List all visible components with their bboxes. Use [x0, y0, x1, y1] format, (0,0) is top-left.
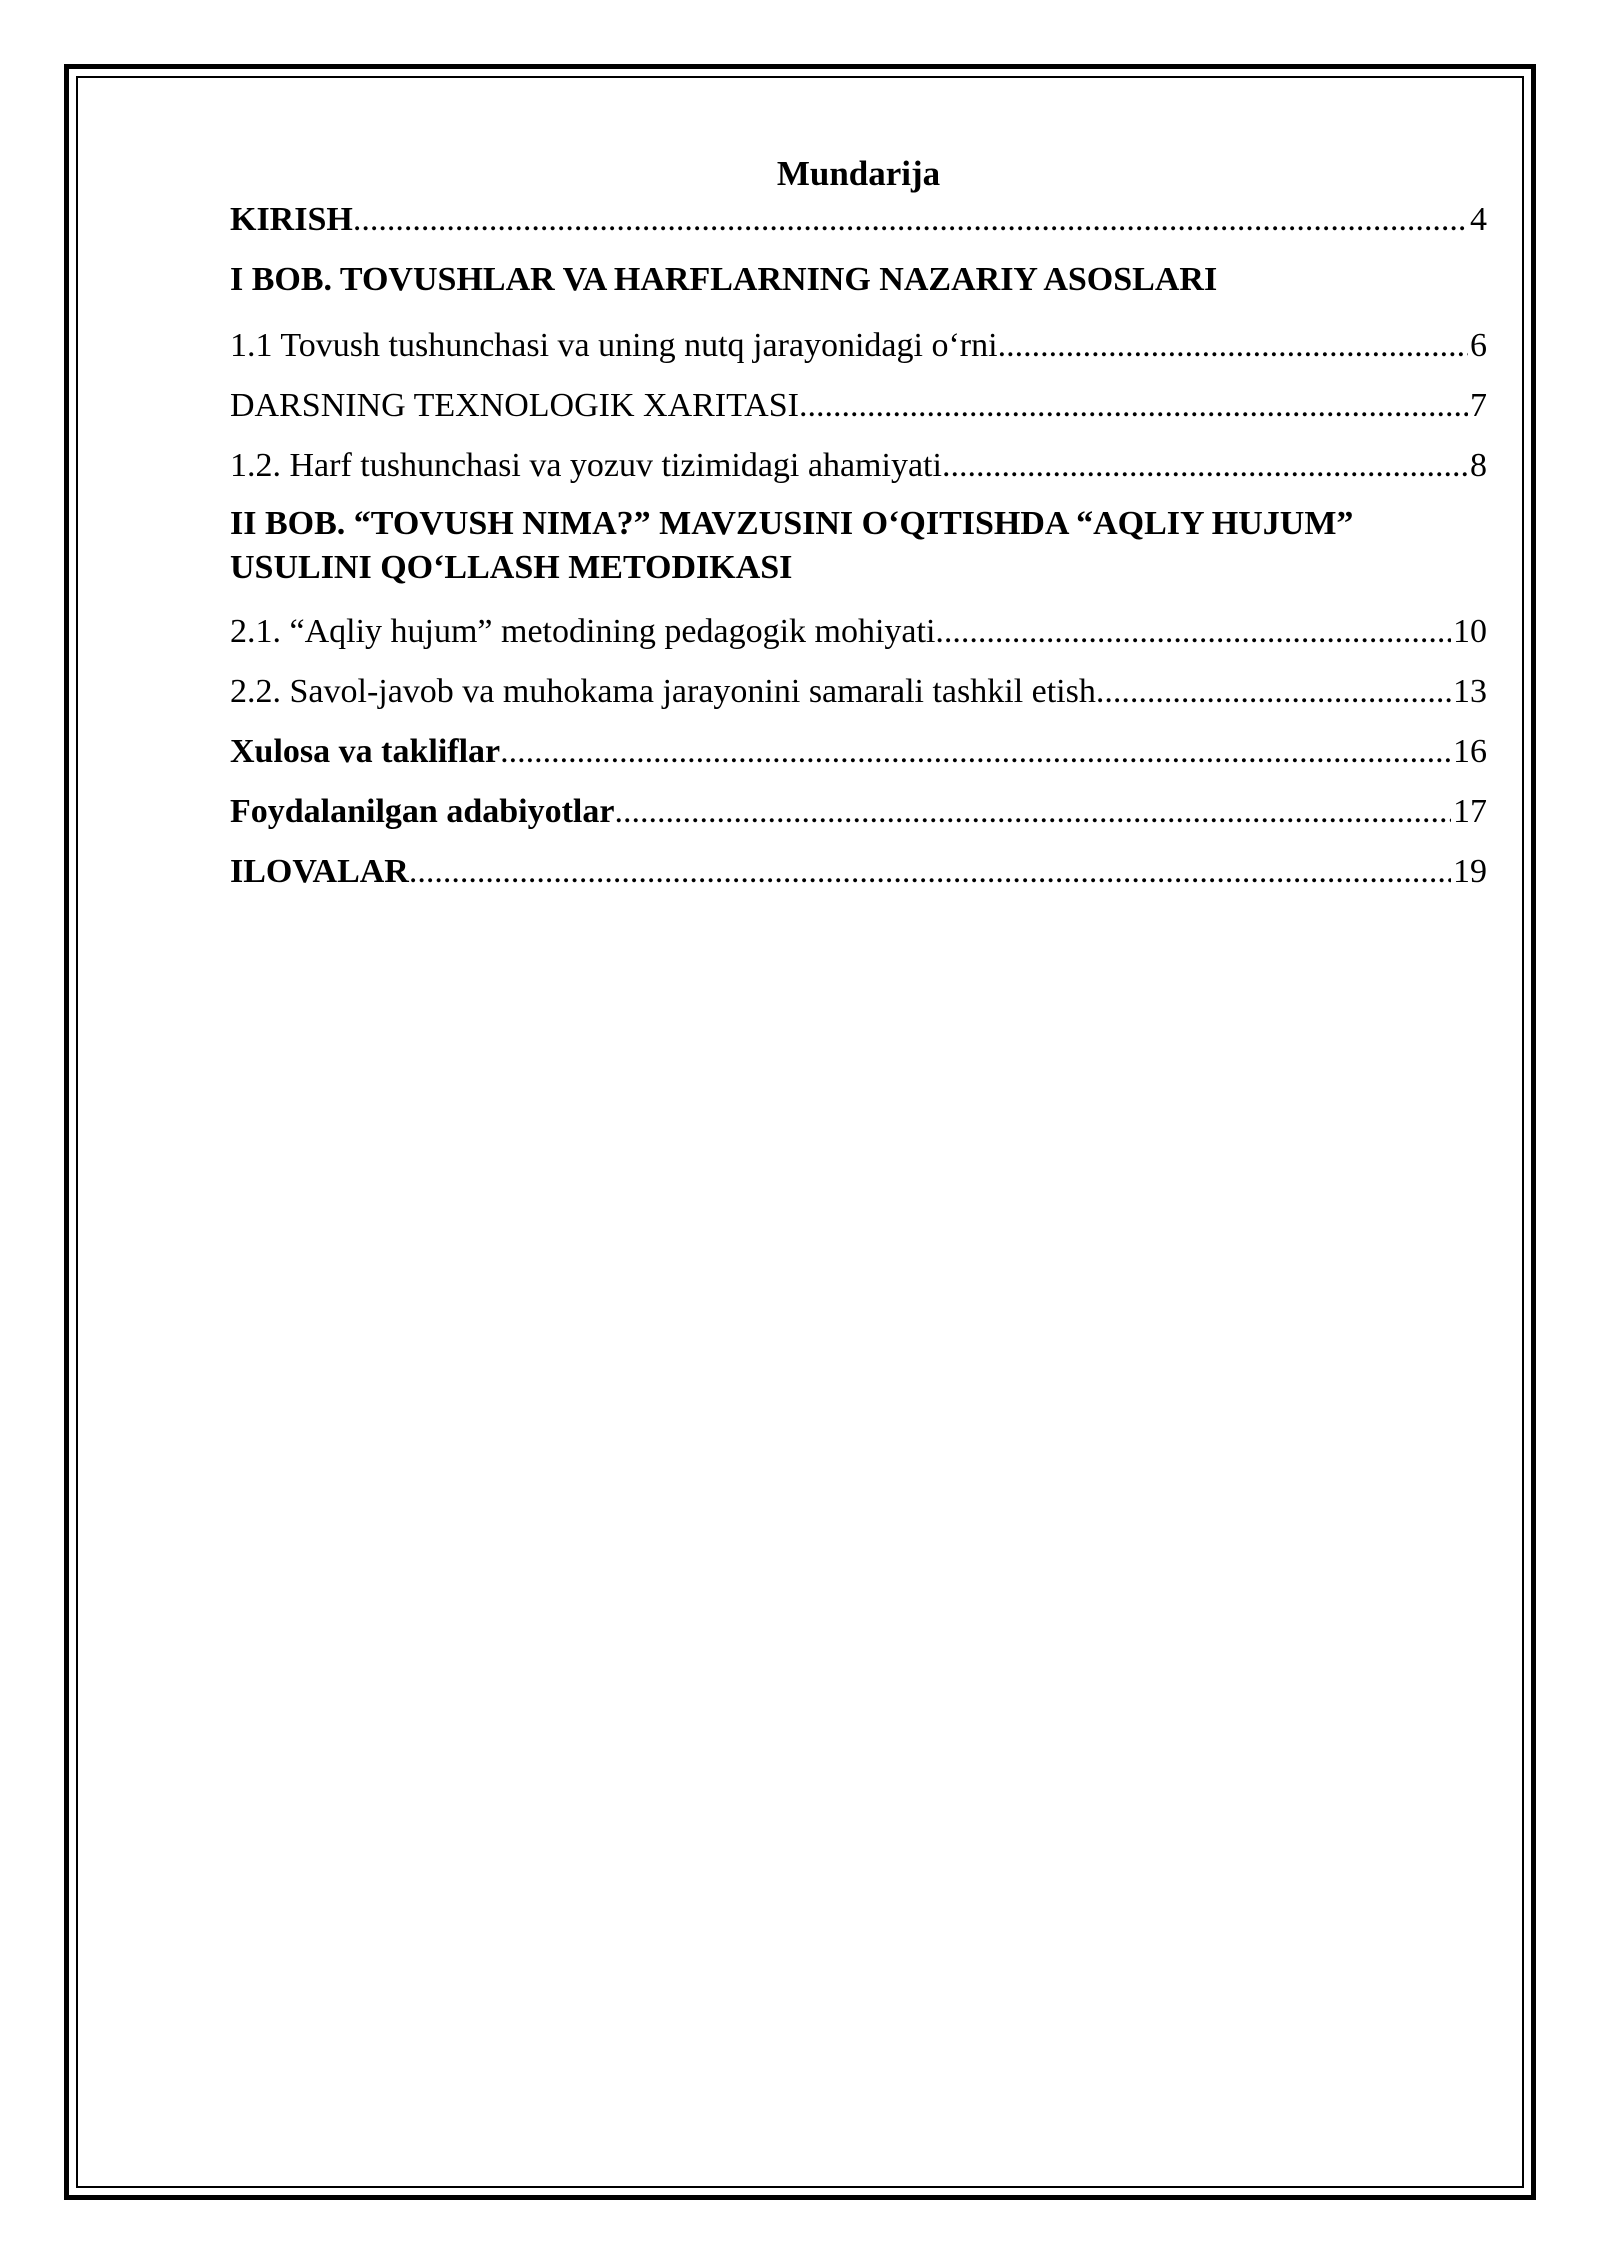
toc-entry-page: 19	[1453, 853, 1487, 890]
toc-title: Mundarija	[776, 154, 941, 193]
dot-leader	[942, 444, 1468, 488]
dot-leader	[614, 790, 1451, 834]
toc-entry-ilovalar[interactable]	[230, 850, 1487, 894]
dot-leader	[409, 850, 1451, 894]
toc-entry-kirish[interactable]	[230, 198, 1487, 242]
table-of-contents	[230, 150, 1487, 894]
toc-entry-1-2[interactable]	[230, 444, 1487, 488]
toc-entry-label: ILOVALAR	[230, 853, 409, 890]
dot-leader	[799, 384, 1468, 428]
toc-entry-page: 16	[1453, 733, 1487, 770]
dot-leader	[935, 610, 1451, 654]
toc-entry-adabiyotlar[interactable]	[230, 790, 1487, 834]
toc-entry-label: 1.2. Harf tushunchasi va yozuv tizimidagi ahamiyati	[230, 447, 942, 484]
toc-entry-page: 6	[1470, 327, 1487, 364]
dot-leader	[1096, 670, 1451, 714]
toc-entry-1-1[interactable]	[230, 324, 1487, 368]
toc-entry-label: 2.1. “Aqliy hujum” metodining pedagogik mohiyati	[230, 613, 936, 650]
dot-leader	[998, 324, 1468, 368]
toc-entry-label: 1.1 Tovush tushunchasi va uning nutq jarayonidagi o‘rni	[230, 327, 998, 364]
toc-entry-page: 10	[1453, 613, 1487, 650]
toc-entry-page: 7	[1470, 387, 1487, 424]
chapter-heading-line: USULINI QO‘LLASH METODIKASI	[230, 549, 793, 586]
toc-entry-page: 13	[1453, 673, 1487, 710]
toc-entry-2-2[interactable]	[230, 670, 1487, 714]
toc-entry-page: 8	[1470, 447, 1487, 484]
toc-entry-xulosa[interactable]	[230, 730, 1487, 774]
toc-entry-2-1[interactable]	[230, 610, 1487, 654]
toc-entry-label: Xulosa va takliflar	[230, 733, 501, 770]
dot-leader	[500, 730, 1451, 774]
dot-leader	[353, 198, 1468, 242]
toc-entry-page: 17	[1453, 793, 1487, 830]
toc-entry-label: Foydalanilgan adabiyotlar	[230, 793, 615, 830]
toc-entry-label: DARSNING TEXNOLOGIK XARITASI	[230, 387, 799, 424]
chapter-heading-1[interactable]: I BOB. TOVUSHLAR VA HARFLARNING NAZARIY ASOSLARI	[230, 261, 1218, 298]
toc-entry-page: 4	[1470, 201, 1487, 238]
toc-entry-label: 2.2. Savol-javob va muhokama jarayonini samarali tashkil etish	[230, 673, 1096, 710]
toc-entry-darsning[interactable]	[230, 384, 1487, 428]
chapter-heading-line: II BOB. “TOVUSH NIMA?” MAVZUSINI O‘QITISHDA “AQLIY HUJUM”	[230, 505, 1354, 542]
chapter-heading-2[interactable]	[230, 502, 1487, 590]
toc-entry-label: KIRISH	[230, 201, 353, 238]
